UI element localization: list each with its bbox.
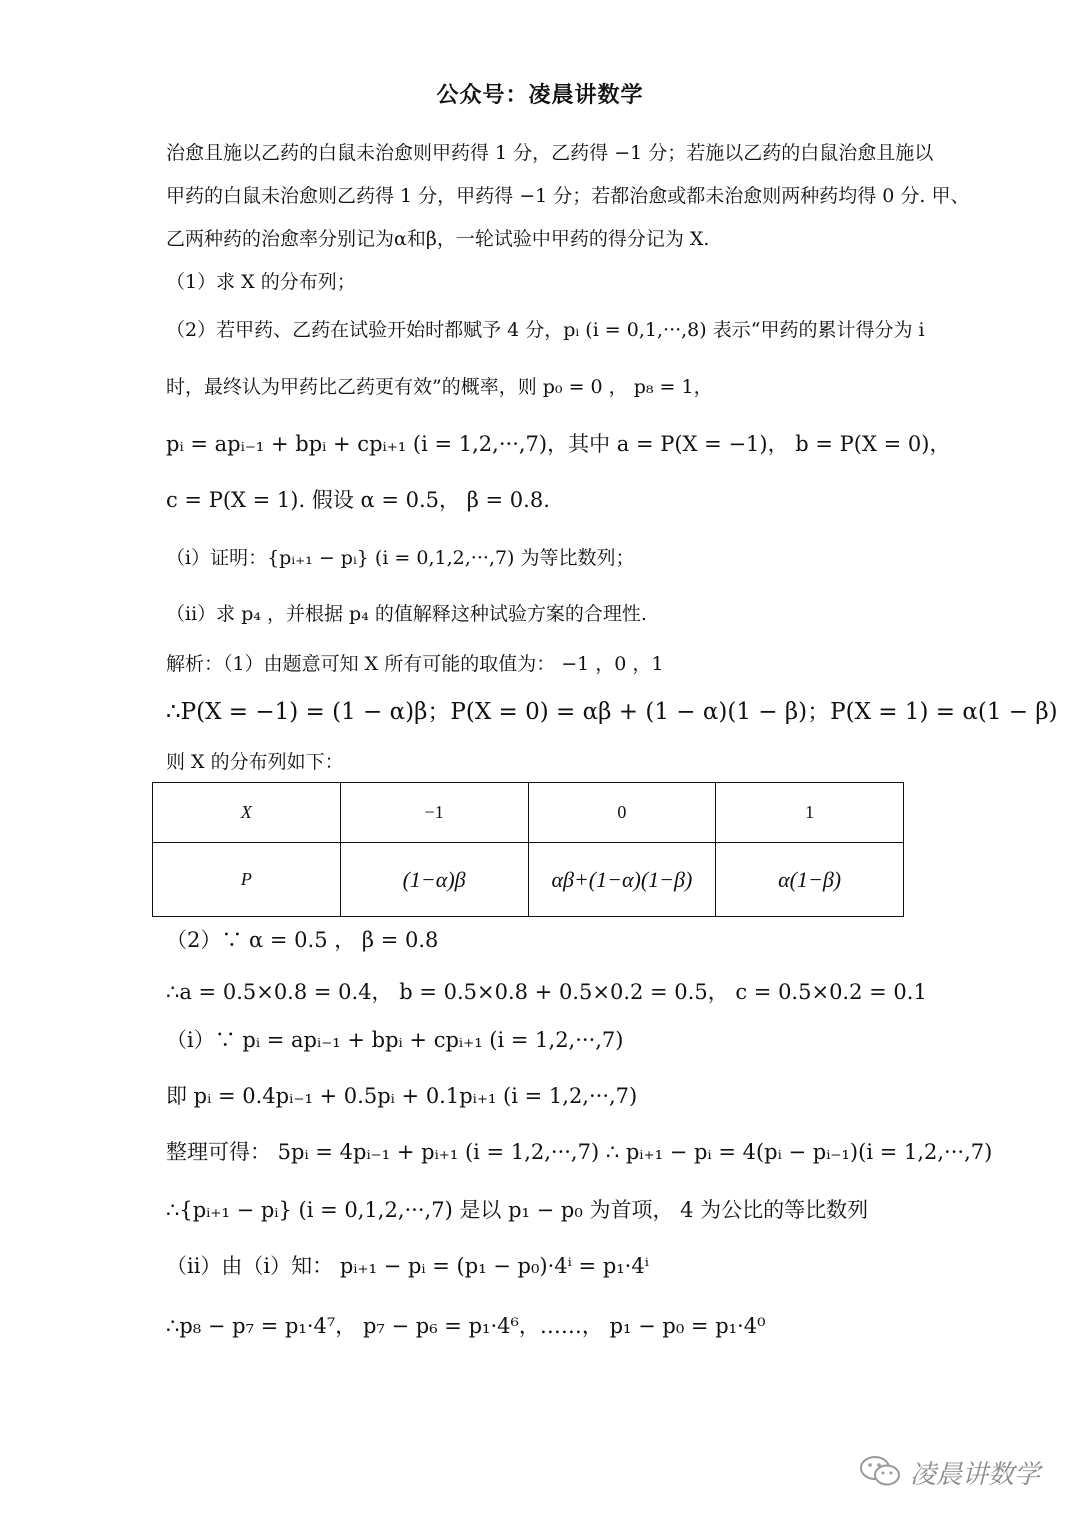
solution-line: 即 pᵢ = 0.4pᵢ₋₁ + 0.5pᵢ + 0.1pᵢ₊₁ (i = 1,2,···,7) [166,1084,638,1108]
solution-line: ∴{pᵢ₊₁ − pᵢ} (i = 0,1,2,···,7) 是以 p₁ − p₀ 为首项， 4 为公比的等比数列 [166,1198,869,1222]
question-2: （2）若甲药、乙药在试验开始时都赋予 4 分，pᵢ (i = 0,1,···,8) 表示“甲药的累计得分为 i [166,319,925,341]
solution-line: ∴a = 0.5×0.8 = 0.4， b = 0.5×0.8 + 0.5×0.2 = 0.5， c = 0.5×0.2 = 0.1 [166,980,927,1004]
problem-line: 乙两种药的治愈率分别记为α和β，一轮试验中甲药的得分记为 X. [166,228,710,250]
problem-line: 甲药的白鼠未治愈则乙药得 1 分，甲药得 −1 分；若都治愈或都未治愈则两种药均得 0 分. 甲、 [166,185,970,207]
distribution-caption: 则 X 的分布列如下： [166,751,344,773]
table-cell: αβ+(1−α)(1−β) [528,843,716,917]
question-1: （1）求 X 的分布列； [166,271,356,293]
watermark [858,1450,1058,1490]
table-cell: X [153,783,341,843]
assumption-line: c = P(X = 1). 假设 α = 0.5， β = 0.8. [166,488,550,512]
table-cell: 1 [716,783,904,843]
problem-line: 治愈且施以乙药的白鼠未治愈则甲药得 1 分，乙药得 −1 分；若施以乙药的白鼠治愈且施以 [166,142,934,164]
question-2-line: 时，最终认为甲药比乙药更有效”的概率，则 p₀ = 0 ， p₈ = 1， [166,376,713,398]
solution-line: ∴p₈ − p₇ = p₁·4⁷， p₇ − p₆ = p₁·4⁶，……， p₁ − p₀ = p₁·4⁰ [166,1314,766,1338]
solution-intro: 解析：（1）由题意可知 X 所有可能的取值为： −1 ，0 ，1 [166,653,664,675]
table-header-row [153,783,904,843]
solution-line: （2）∵ α = 0.5 ， β = 0.8 [166,928,439,952]
wechat-icon [858,1454,902,1488]
solution-line: （i）∵ pᵢ = apᵢ₋₁ + bpᵢ + cpᵢ₊₁ (i = 1,2,···,7) [166,1028,624,1052]
table-cell: −1 [340,783,528,843]
question-2-i: （i）证明：{pᵢ₊₁ − pᵢ} (i = 0,1,2,···,7) 为等比数列； [166,547,635,569]
table-cell: 0 [528,783,716,843]
page-title: 公众号：凌晨讲数学 [436,82,644,108]
watermark-text: 凌晨讲数学 [910,1460,1041,1490]
distribution-table [152,782,904,917]
solution-line: 整理可得： 5pᵢ = 4pᵢ₋₁ + pᵢ₊₁ (i = 1,2,···,7) ∴ pᵢ₊₁ − pᵢ = 4(pᵢ − pᵢ₋₁)(i = 1,2,···,7) [166,1140,993,1164]
solution-line: （ii）由（i）知： pᵢ₊₁ − pᵢ = (p₁ − p₀)·4ⁱ = p₁·4ⁱ [166,1254,649,1278]
recurrence-formula: pᵢ = apᵢ₋₁ + bpᵢ + cpᵢ₊₁ (i = 1,2,···,7)，其中 a = P(X = −1)， b = P(X = 0)， [166,432,951,456]
table-cell: (1−α)β [340,843,528,917]
question-2-ii: （ii）求 p₄ ，并根据 p₄ 的值解释这种试验方案的合理性. [166,603,647,625]
table-cell: P [153,843,341,917]
table-probability-row [153,843,904,917]
table-cell: α(1−β) [716,843,904,917]
probability-formulas: ∴P(X = −1) = (1 − α)β；P(X = 0) = αβ + (1 − α)(1 − β)；P(X = 1) = α(1 − β) [166,699,1058,725]
